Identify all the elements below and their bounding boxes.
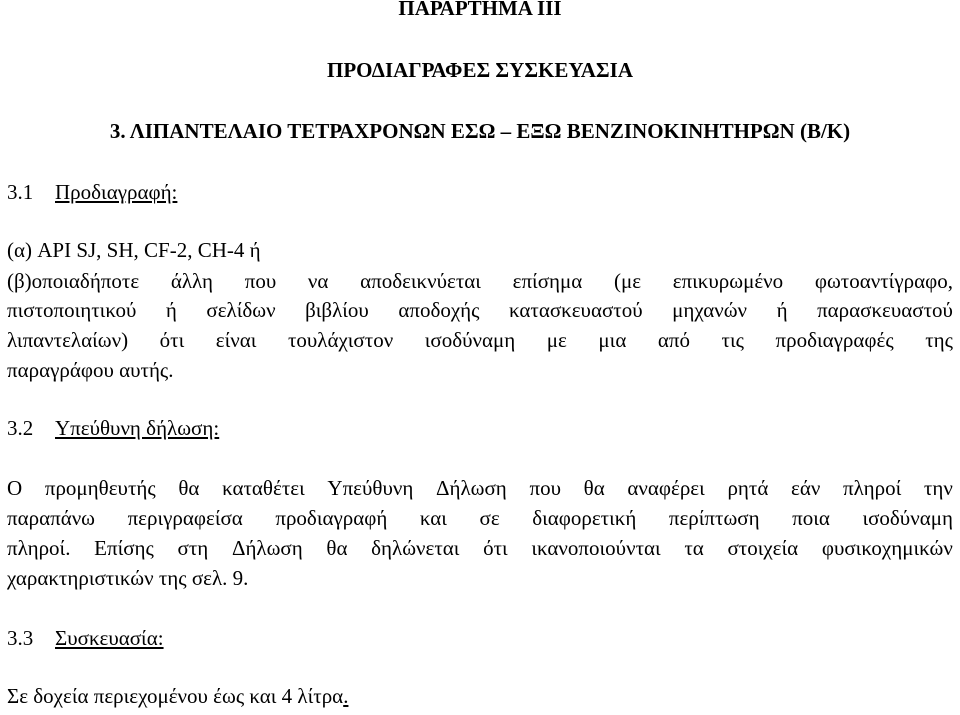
section-3-1-number: 3.1 [7,180,34,204]
packaging-text-period: . [343,684,349,708]
spec-item-b-line-1: (β)οποιαδήποτε άλλη που να αποδεικνύεται επίσημα (με επικυρωμένο φωτοαντίγραφο, [7,269,953,293]
section-3-3-heading [7,626,164,651]
declaration-line-3: πληροί. Επίσης στη Δήλωση θα δηλώνεται ότι ικανοποιούνται τα στοιχεία φυσικοχημικών [7,536,953,560]
spec-item-a: (α) API SJ, SH, CF-2, CH-4 ή [7,238,261,262]
spec-item-b-line-4: παραγράφου αυτής. [7,358,174,382]
specs-title: ΠΡΟΔΙΑΓΡΑΦΕΣ ΣΥΣΚΕΥΑΣΙΑ [327,58,633,82]
section-3-2-number: 3.2 [7,416,34,440]
spec-item-b-line-3: λιπαντελαίων) ότι είναι τουλάχιστον ισοδύναμη με μια από τις προδιαγραφές της [7,328,953,352]
declaration-line-4: χαρακτηριστικών της σελ. 9. [7,566,249,590]
declaration-line-1: Ο προμηθευτής θα καταθέτει Υπεύθυνη Δήλωση που θα αναφέρει ρητά εάν πληροί την [7,476,953,500]
section-3-1-heading [7,180,177,205]
packaging-text [7,684,348,709]
spec-item-b-line-2: πιστοποιητικού ή σελίδων βιβλίου αποδοχής κατασκευαστού μηχανών ή παρασκευαστού [7,298,953,322]
packaging-text-body: Σε δοχεία περιεχομένου έως και 4 λίτρα [7,684,344,708]
annex-title: ΠΑΡΑΡΤΗΜΑ ΙΙΙ [398,0,562,20]
section-3-3-number: 3.3 [7,626,34,650]
section-3-2-heading [7,416,219,441]
section-3-3-title: Συσκευασία: [55,626,164,650]
section-3-2-title: Υπεύθυνη δήλωση: [55,416,220,440]
section-title: 3. ΛΙΠΑΝΤΕΛΑΙΟ ΤΕΤΡΑΧΡΟΝΩΝ ΕΣΩ – ΕΞΩ ΒΕΝΖΙΝΟΚΙΝΗΤΗΡΩΝ (Β/Κ) [109,119,851,143]
declaration-line-2: παραπάνω περιγραφείσα προδιαγραφή και σε διαφορετική περίπτωση ποια ισοδύναμη [7,506,953,530]
section-3-1-title: Προδιαγραφή: [55,180,178,204]
